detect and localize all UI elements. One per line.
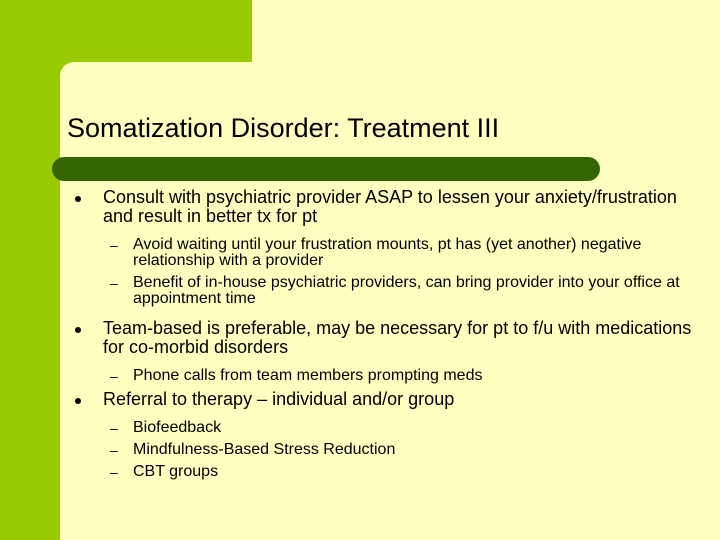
bullet-dot-icon	[75, 398, 81, 404]
sub-bullet-item	[60, 464, 700, 480]
dash-icon: –	[110, 368, 118, 384]
sub-bullet-text: Benefit of in-house psychiatric providers, can bring provider into your office at appointment time	[133, 274, 680, 307]
bullet-item	[60, 390, 700, 409]
bullet-text: Referral to therapy – individual and/or group	[103, 389, 455, 409]
bullet-dot-icon	[75, 327, 81, 333]
slide-title: Somatization Disorder: Treatment III	[67, 113, 500, 143]
bullet-item	[60, 188, 700, 226]
sub-bullet-item	[60, 442, 700, 458]
sub-bullet-item	[60, 420, 700, 436]
sub-bullet-text: Avoid waiting until your frustration mounts, pt has (yet another) negative relationship with a provider	[133, 236, 642, 269]
bullet-list	[60, 188, 700, 486]
dash-icon: –	[110, 442, 118, 458]
dash-icon: –	[110, 275, 118, 291]
sub-bullet-item	[60, 237, 700, 269]
dash-icon: –	[110, 464, 118, 480]
sub-bullet-item	[60, 368, 700, 384]
sub-bullet-text: Phone calls from team members prompting meds	[133, 367, 483, 384]
title-rule	[52, 157, 600, 181]
bullet-item	[60, 319, 700, 357]
dash-icon: –	[110, 237, 118, 253]
bullet-text: Team-based is preferable, may be necessary for pt to f/u with medications for co-morbid disorders	[103, 318, 692, 357]
dash-icon: –	[110, 420, 118, 436]
bullet-dot-icon	[75, 196, 81, 202]
bullet-text: Consult with psychiatric provider ASAP to lessen your anxiety/frustration and result in better tx for pt	[103, 187, 677, 226]
sub-bullet-text: Mindfulness-Based Stress Reduction	[133, 441, 396, 458]
sub-bullet-item	[60, 275, 700, 307]
sub-bullet-text: Biofeedback	[133, 419, 222, 436]
sub-bullet-text: CBT groups	[133, 463, 219, 480]
